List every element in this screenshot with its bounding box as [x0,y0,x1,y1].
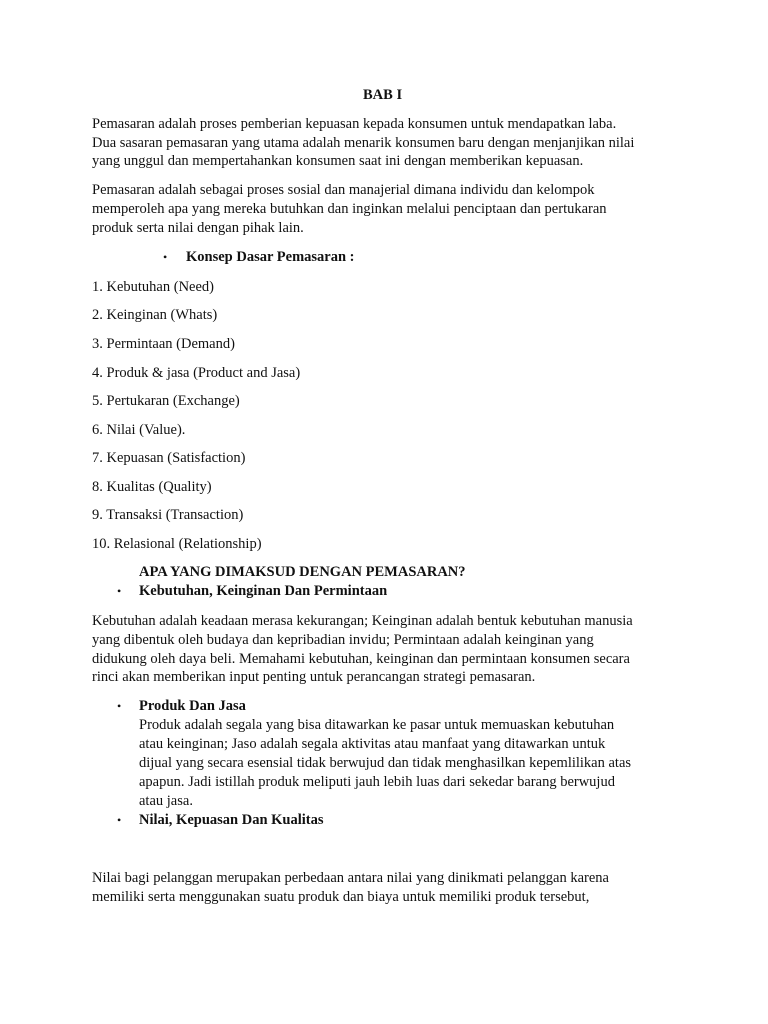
section-heading: Produk Dan Jasa [139,698,246,714]
paragraph-line: produk serta nilai dengan pihak lain. [92,220,304,236]
list-item: 1. Kebutuhan (Need) [92,279,214,295]
paragraph-line: yang unggul dan mempertahankan konsumen saat ini dengan memberikan kepuasan. [92,153,584,169]
paragraph-line: yang dibentuk oleh budaya dan kepribadian invidu; Permintaan adalah keinginan yang [92,632,594,648]
list-item: 4. Produk & jasa (Product and Jasa) [92,365,301,381]
question-heading: APA YANG DIMAKSUD DENGAN PEMASARAN? [139,564,466,580]
list-item: 5. Pertukaran (Exchange) [92,393,240,409]
paragraph-line: didukung oleh daya beli. Memahami kebutuhan, keinginan dan permintaan konsumen secara [92,651,630,667]
paragraph-line: Nilai bagi pelanggan merupakan perbedaan antara nilai yang dinikmati pelanggan karena [92,870,609,886]
bullet-icon: • [117,699,122,713]
list-item: 8. Kualitas (Quality) [92,479,212,495]
paragraph-line: Dua sasaran pemasaran yang utama adalah menarik konsumen baru dengan menjanjikan nilai [92,135,635,151]
paragraph-line: Produk adalah segala yang bisa ditawarkan ke pasar untuk memuaskan kebutuhan [139,717,615,733]
section-heading: Nilai, Kepuasan Dan Kualitas [139,812,324,828]
bullet-icon: • [163,250,168,264]
list-item: 6. Nilai (Value). [92,422,186,438]
paragraph-line: atau jasa. [139,793,193,809]
list-item: 7. Kepuasan (Satisfaction) [92,450,246,466]
list-item: 2. Keinginan (Whats) [92,307,218,323]
bullet-icon: • [117,813,122,827]
paragraph-line: rinci akan memberikan input penting untuk perancangan strategi pemasaran. [92,669,536,685]
list-item: 9. Transaksi (Transaction) [92,507,244,523]
paragraph-line: memperoleh apa yang mereka butuhkan dan inginkan melalui penciptaan dan pertukaran [92,201,607,217]
paragraph-line: apapun. Jadi istillah produk meliputi jauh lebih luas dari sekedar barang berwujud [139,774,615,790]
page-title: BAB I [363,87,403,103]
paragraph-line: memiliki serta menggunakan suatu produk dan biaya untuk memiliki produk tersebut, [92,889,590,905]
paragraph-line: Kebutuhan adalah keadaan merasa kekurangan; Keinginan adalah bentuk kebutuhan manusia [92,613,633,629]
bullet-icon: • [117,584,122,598]
paragraph-line: Pemasaran adalah sebagai proses sosial dan manajerial dimana individu dan kelompok [92,182,595,198]
paragraph-line: Pemasaran adalah proses pemberian kepuasan kepada konsumen untuk mendapatkan laba. [92,116,617,132]
list-item: 10. Relasional (Relationship) [92,536,262,552]
section-heading: Kebutuhan, Keinginan Dan Permintaan [139,583,388,599]
paragraph-line: atau keinginan; Jaso adalah segala aktivitas atau manfaat yang ditawarkan untuk [139,736,606,752]
concept-heading: Konsep Dasar Pemasaran : [186,249,355,265]
list-item: 3. Permintaan (Demand) [92,336,235,352]
paragraph-line: dijual yang secara esensial tidak berwujud dan tidak menghasilkan kepemlilikan atas [139,755,632,771]
